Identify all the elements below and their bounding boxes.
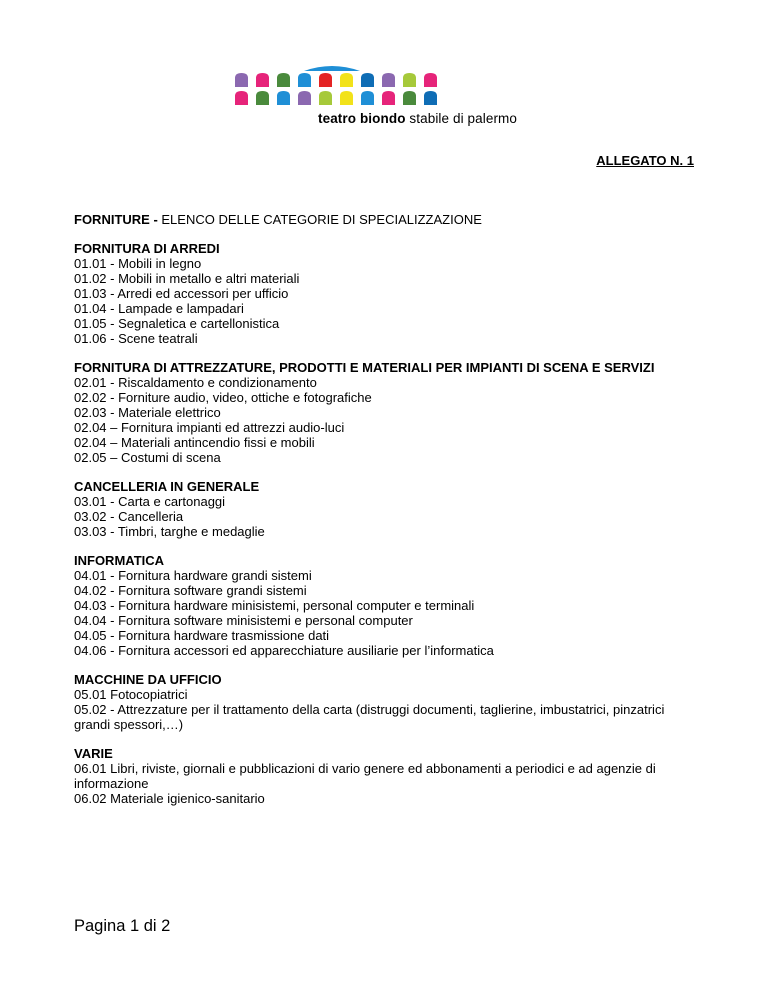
category-section <box>74 360 696 465</box>
logo-arch-shape <box>256 73 269 87</box>
category-section <box>74 746 696 806</box>
logo-arch-shape <box>403 91 416 105</box>
teatro-biondo-logo <box>232 63 592 127</box>
category-item: 03.01 - Carta e cartonaggi <box>74 494 226 509</box>
section-title: CANCELLERIA IN GENERALE <box>74 479 260 494</box>
logo-arches-graphic <box>232 63 472 111</box>
section-title: INFORMATICA <box>74 553 165 568</box>
category-item: 06.02 Materiale igienico-sanitario <box>74 791 265 806</box>
category-item: 03.03 - Timbri, targhe e medaglie <box>74 524 265 539</box>
category-item: 02.03 - Materiale elettrico <box>74 405 221 420</box>
category-item: 05.02 - Attrezzature per il trattamento della carta (distruggi documenti, taglierine, imbustatrici, pinzatrici grandi spessori,…) <box>74 702 665 732</box>
logo-arch-shape <box>277 73 290 87</box>
category-item: 02.05 – Costumi di scena <box>74 450 221 465</box>
category-section <box>74 241 696 346</box>
section-title: VARIE <box>74 746 113 761</box>
logo-arch-shape <box>298 73 311 87</box>
category-item: 02.04 – Materiali antincendio fissi e mobili <box>74 435 315 450</box>
section-title: MACCHINE DA UFFICIO <box>74 672 222 687</box>
category-item: 02.04 – Fornitura impianti ed attrezzi audio-luci <box>74 420 345 435</box>
category-item: 01.02 - Mobili in metallo e altri materiali <box>74 271 300 286</box>
logo-roof-shape <box>304 66 360 71</box>
logo-arch-shape <box>319 91 332 105</box>
logo-arch-shape <box>235 73 248 87</box>
category-item: 01.04 - Lampade e lampadari <box>74 301 244 316</box>
category-item: 02.01 - Riscaldamento e condizionamento <box>74 375 317 390</box>
category-item: 01.05 - Segnaletica e cartellonistica <box>74 316 280 331</box>
category-item: 04.01 - Fornitura hardware grandi sistemi <box>74 568 312 583</box>
category-item: 04.06 - Fornitura accessori ed apparecchiature ausiliarie per l’informatica <box>74 643 494 658</box>
logo-arch-shape <box>382 73 395 87</box>
logo-arch-shape <box>361 91 374 105</box>
section-title: FORNITURA DI ARREDI <box>74 241 220 256</box>
logo-wordmark <box>318 111 517 126</box>
logo-arch-shape <box>319 73 332 87</box>
intro-heading <box>74 212 696 227</box>
intro-bold: FORNITURE - <box>74 212 162 227</box>
logo-wordmark-bold: teatro biondo <box>318 111 406 126</box>
logo-arch-shape <box>277 91 290 105</box>
logo-arch-shape <box>382 91 395 105</box>
category-section <box>74 672 696 732</box>
category-sections <box>74 241 696 806</box>
category-item: 05.01 Fotocopiatrici <box>74 687 188 702</box>
category-item: 04.04 - Fornitura software minisistemi e personal computer <box>74 613 413 628</box>
logo-arch-shape <box>298 91 311 105</box>
logo-arch-shape <box>424 73 437 87</box>
logo-arch-shape <box>235 91 248 105</box>
category-section <box>74 479 696 539</box>
category-item: 06.01 Libri, riviste, giornali e pubblicazioni di vario genere ed abbonamenti a periodici e ad agenzie di informazione <box>74 761 656 791</box>
intro-text: ELENCO DELLE CATEGORIE DI SPECIALIZZAZIONE <box>161 212 482 227</box>
category-item: 02.02 - Forniture audio, video, ottiche e fotografiche <box>74 390 372 405</box>
category-item: 04.05 - Fornitura hardware trasmissione dati <box>74 628 330 643</box>
category-item: 01.03 - Arredi ed accessori per ufficio <box>74 286 289 301</box>
category-item: 01.01 - Mobili in legno <box>74 256 202 271</box>
category-item: 01.06 - Scene teatrali <box>74 331 198 346</box>
logo-arch-shape <box>256 91 269 105</box>
page-number: Pagina 1 di 2 <box>74 917 171 935</box>
logo-arch-shape <box>340 73 353 87</box>
document-body <box>74 212 696 820</box>
logo-arch-shape <box>424 91 437 105</box>
category-item: 03.02 - Cancelleria <box>74 509 184 524</box>
logo-arch-shape <box>340 91 353 105</box>
logo-arch-shape <box>403 73 416 87</box>
logo-wordmark-regular: stabile di palermo <box>405 111 518 126</box>
category-item: 04.03 - Fornitura hardware minisistemi, personal computer e terminali <box>74 598 475 613</box>
category-section <box>74 553 696 658</box>
logo-arch-shape <box>361 73 374 87</box>
allegato-heading: ALLEGATO N. 1 <box>596 153 694 168</box>
category-item: 04.02 - Fornitura software grandi sistemi <box>74 583 307 598</box>
section-title: FORNITURA DI ATTREZZATURE, PRODOTTI E MATERIALI PER IMPIANTI DI SCENA E SERVIZI <box>74 360 655 375</box>
